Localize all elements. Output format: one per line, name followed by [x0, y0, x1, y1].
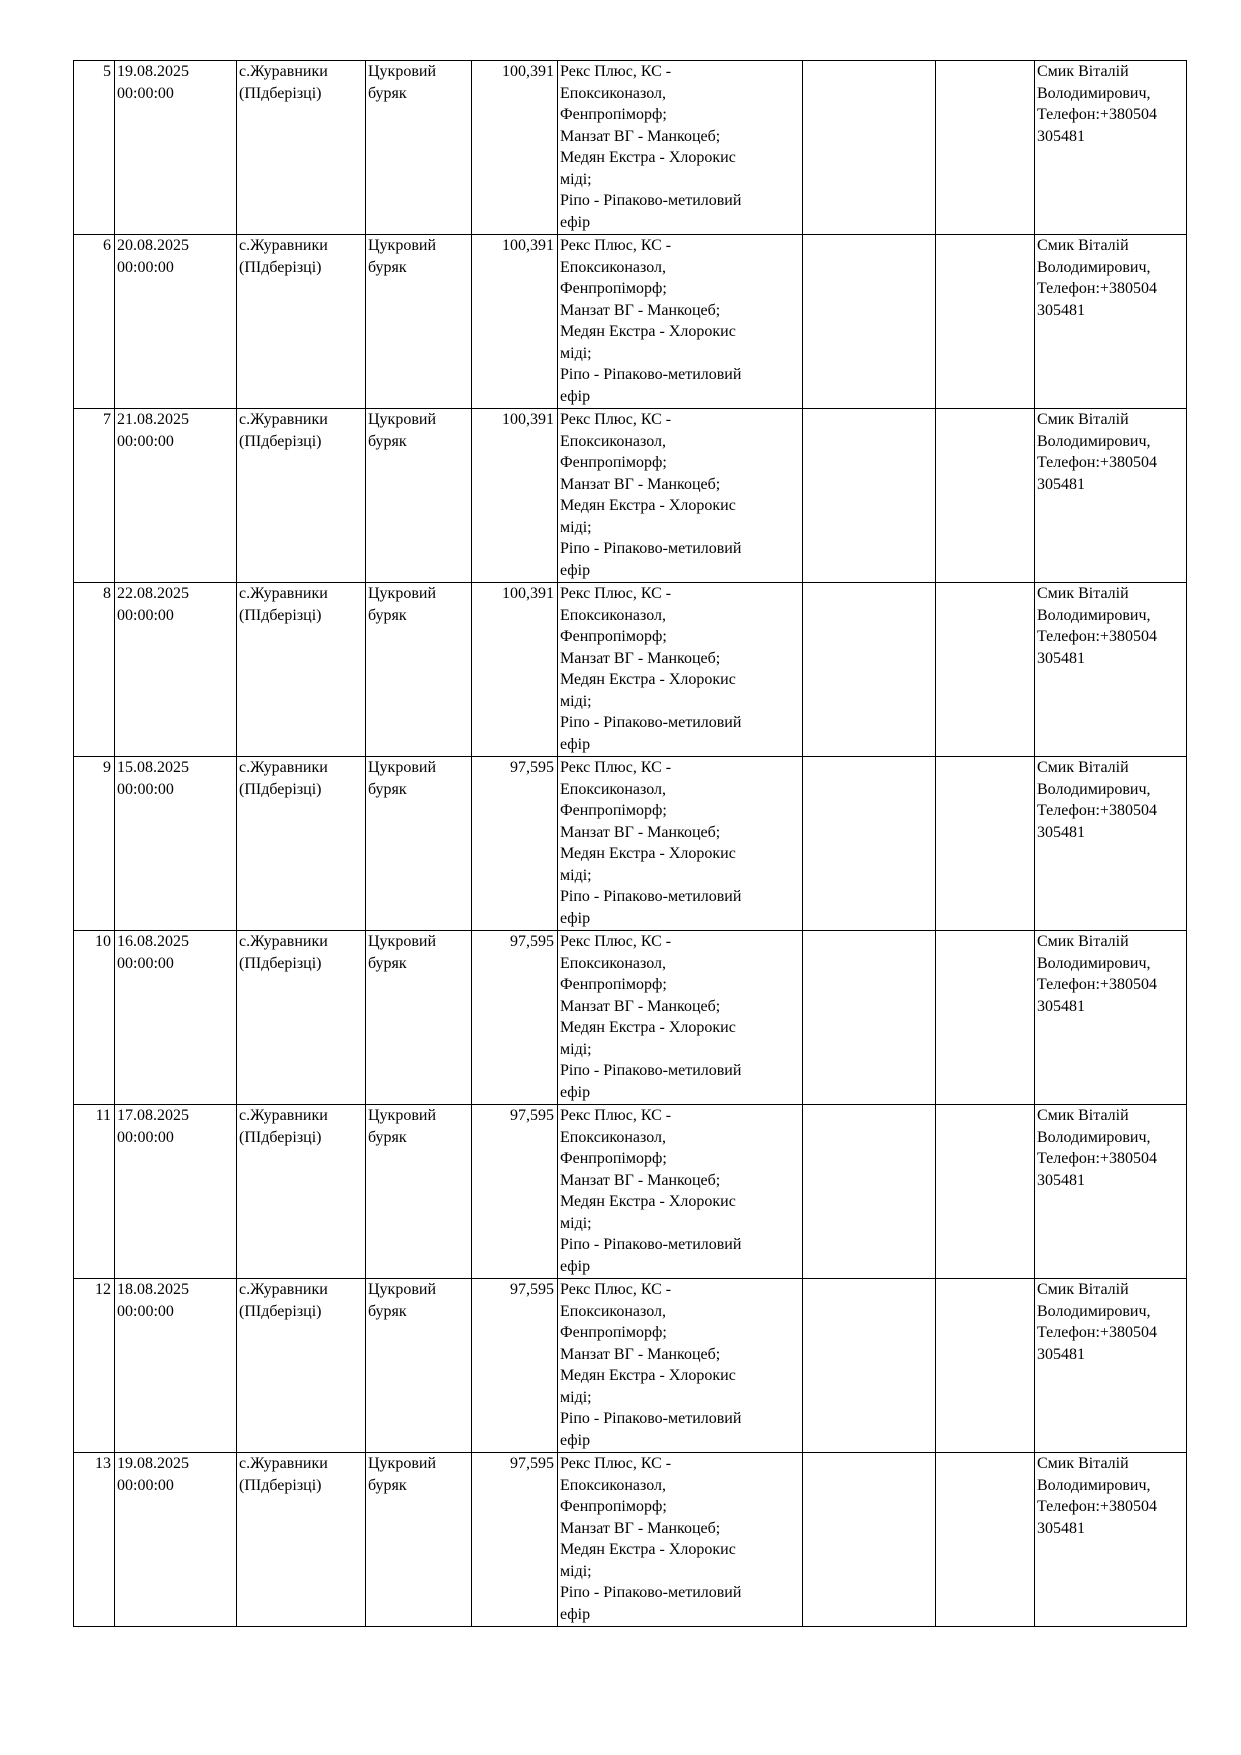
hectares-text: 97,595 — [510, 1455, 554, 1472]
crop-text-line-2: буряк — [368, 606, 407, 624]
date-cell — [115, 931, 237, 1105]
hectares-text: 97,595 — [510, 933, 554, 950]
date-cell — [115, 583, 237, 757]
pesticide-line: Медян Екстра - Хлорокис — [560, 1541, 736, 1558]
pesticides-cell — [558, 61, 803, 235]
crop-cell — [366, 1279, 472, 1453]
pesticide-line: Манзат ВГ - Манкоцеб; — [560, 823, 721, 841]
pesticide-line: міді; — [560, 692, 592, 710]
contact-line: Володимирович, — [1037, 1128, 1151, 1146]
date-cell — [115, 1105, 237, 1279]
pesticide-line: міді; — [560, 1388, 592, 1406]
date-text: 19.08.2025 — [117, 1455, 189, 1472]
row-number — [74, 757, 115, 931]
crop-cell — [366, 931, 472, 1105]
time-text: 00:00:00 — [117, 258, 174, 276]
pesticide-line: ефір — [560, 1257, 591, 1275]
pesticide-line: Епоксиконазол, — [560, 606, 666, 624]
pesticide-line: Ріпо - Ріпаково-метиловий — [560, 714, 742, 731]
pesticide-line: Медян Екстра - Хлорокис — [560, 497, 736, 514]
time-text: 00:00:00 — [117, 432, 174, 450]
empty-cell-8 — [936, 1105, 1035, 1279]
pesticide-line: Манзат ВГ - Манкоцеб; — [560, 475, 721, 493]
table-row — [74, 235, 1187, 409]
contact-line: Телефон:+380504 — [1037, 106, 1157, 123]
location-cell — [237, 61, 366, 235]
pesticide-line: Манзат ВГ - Манкоцеб; — [560, 1519, 721, 1537]
contact-line: Телефон:+380504 — [1037, 454, 1157, 471]
crop-cell — [366, 61, 472, 235]
table-row — [74, 1105, 1187, 1279]
contact-line: Телефон:+380504 — [1037, 802, 1157, 819]
pesticide-line: Фенпропіморф; — [560, 802, 667, 819]
contact-cell — [1035, 1453, 1187, 1627]
row-number — [74, 931, 115, 1105]
pesticide-line: Фенпропіморф; — [560, 280, 667, 297]
area-hectares-cell — [472, 757, 558, 931]
pesticide-line: міді; — [560, 1562, 592, 1580]
crop-text-line-1: Цукровий — [368, 585, 437, 602]
contact-line: Володимирович, — [1037, 606, 1151, 624]
contact-line: Володимирович, — [1037, 432, 1151, 450]
table-row — [74, 61, 1187, 235]
date-text: 18.08.2025 — [117, 1281, 189, 1298]
date-cell — [115, 1279, 237, 1453]
village-text: с.Журавники — [239, 63, 328, 80]
row-number — [74, 583, 115, 757]
crop-text-line-1: Цукровий — [368, 237, 437, 254]
pesticide-line: ефір — [560, 561, 591, 579]
pesticide-line: міді; — [560, 518, 592, 536]
pesticide-line: Рекс Плюс, КС - — [560, 585, 672, 602]
pesticide-line: Манзат ВГ - Манкоцеб; — [560, 1171, 721, 1189]
date-cell — [115, 757, 237, 931]
pesticide-line: міді; — [560, 1040, 592, 1058]
contact-cell — [1035, 235, 1187, 409]
pesticide-line: Ріпо - Ріпаково-метиловий — [560, 888, 742, 905]
contact-cell — [1035, 757, 1187, 931]
contact-line: Телефон:+380504 — [1037, 1150, 1157, 1167]
empty-cell-7 — [803, 1279, 936, 1453]
crop-text-line-1: Цукровий — [368, 933, 437, 950]
area-text: (ПIдберізці) — [239, 954, 322, 972]
hectares-text: 100,391 — [502, 585, 554, 602]
crop-text-line-2: буряк — [368, 84, 407, 102]
pesticide-line: Манзат ВГ - Манкоцеб; — [560, 127, 721, 145]
pesticides-cell — [558, 583, 803, 757]
time-text: 00:00:00 — [117, 606, 174, 624]
pesticide-line: Ріпо - Ріпаково-метиловий — [560, 1410, 742, 1427]
pesticide-line: Рекс Плюс, КС - — [560, 1455, 672, 1472]
table-row — [74, 583, 1187, 757]
location-cell — [237, 1453, 366, 1627]
pesticide-line: Медян Екстра - Хлорокис — [560, 671, 736, 688]
date-text: 16.08.2025 — [117, 933, 189, 950]
area-text: (ПIдберізці) — [239, 1128, 322, 1146]
pesticide-line: Епоксиконазол, — [560, 780, 666, 798]
location-cell — [237, 757, 366, 931]
pesticide-line: Манзат ВГ - Манкоцеб; — [560, 997, 721, 1015]
row-number — [74, 1279, 115, 1453]
contact-cell — [1035, 61, 1187, 235]
village-text: с.Журавники — [239, 237, 328, 254]
area-text: (ПIдберізці) — [239, 606, 322, 624]
empty-cell-8 — [936, 61, 1035, 235]
crop-cell — [366, 757, 472, 931]
contact-line: Володимирович, — [1037, 1302, 1151, 1320]
empty-cell-7 — [803, 235, 936, 409]
empty-cell-7 — [803, 1105, 936, 1279]
empty-cell-8 — [936, 1279, 1035, 1453]
empty-cell-7 — [803, 757, 936, 931]
village-text: с.Журавники — [239, 759, 328, 776]
pesticide-line: ефір — [560, 387, 591, 405]
hectares-text: 100,391 — [502, 237, 554, 254]
empty-cell-7 — [803, 61, 936, 235]
row-number-text: 6 — [103, 237, 111, 254]
date-text: 21.08.2025 — [117, 411, 189, 428]
pesticide-line: Фенпропіморф; — [560, 106, 667, 123]
contact-line: 305481 — [1037, 1519, 1085, 1537]
crop-text-line-2: буряк — [368, 1476, 407, 1494]
row-number — [74, 235, 115, 409]
area-text: (ПIдберізці) — [239, 84, 322, 102]
empty-cell-7 — [803, 409, 936, 583]
pesticide-line: Манзат ВГ - Манкоцеб; — [560, 301, 721, 319]
location-cell — [237, 235, 366, 409]
contact-line: 305481 — [1037, 997, 1085, 1015]
crop-cell — [366, 583, 472, 757]
table-row — [74, 1279, 1187, 1453]
time-text: 00:00:00 — [117, 1476, 174, 1494]
contact-cell — [1035, 1279, 1187, 1453]
date-text: 19.08.2025 — [117, 63, 189, 80]
empty-cell-8 — [936, 583, 1035, 757]
area-text: (ПIдберізці) — [239, 780, 322, 798]
village-text: с.Журавники — [239, 933, 328, 950]
contact-line: Телефон:+380504 — [1037, 628, 1157, 645]
date-cell — [115, 409, 237, 583]
pesticide-line: Медян Екстра - Хлорокис — [560, 323, 736, 340]
table-body — [74, 61, 1187, 1627]
contact-line: Смик Віталій — [1037, 933, 1129, 950]
pesticide-line: ефір — [560, 1083, 591, 1101]
contact-line: Володимирович, — [1037, 1476, 1151, 1494]
row-number-text: 12 — [95, 1281, 111, 1298]
empty-cell-7 — [803, 1453, 936, 1627]
crop-text-line-1: Цукровий — [368, 1455, 437, 1472]
pesticide-line: Епоксиконазол, — [560, 432, 666, 450]
pesticide-line: Ріпо - Ріпаково-метиловий — [560, 1584, 742, 1601]
pesticide-line: Ріпо - Ріпаково-метиловий — [560, 192, 742, 209]
location-cell — [237, 583, 366, 757]
table-row — [74, 757, 1187, 931]
contact-cell — [1035, 583, 1187, 757]
pesticide-line: Рекс Плюс, КС - — [560, 1281, 672, 1298]
pesticide-line: Рекс Плюс, КС - — [560, 933, 672, 950]
area-hectares-cell — [472, 1105, 558, 1279]
area-text: (ПIдберізці) — [239, 1302, 322, 1320]
area-hectares-cell — [472, 1453, 558, 1627]
contact-line: Смик Віталій — [1037, 759, 1129, 776]
area-text: (ПIдберізці) — [239, 1476, 322, 1494]
pesticide-line: Рекс Плюс, КС - — [560, 759, 672, 776]
date-cell — [115, 1453, 237, 1627]
pesticide-line: Епоксиконазол, — [560, 84, 666, 102]
hectares-text: 97,595 — [510, 1281, 554, 1298]
area-hectares-cell — [472, 61, 558, 235]
area-hectares-cell — [472, 931, 558, 1105]
table-row — [74, 1453, 1187, 1627]
pesticides-cell — [558, 1279, 803, 1453]
hectares-text: 100,391 — [502, 63, 554, 80]
contact-line: Телефон:+380504 — [1037, 280, 1157, 297]
date-text: 17.08.2025 — [117, 1107, 189, 1124]
location-cell — [237, 931, 366, 1105]
pesticide-line: Рекс Плюс, КС - — [560, 63, 672, 80]
contact-line: Володимирович, — [1037, 780, 1151, 798]
hectares-text: 97,595 — [510, 1107, 554, 1124]
pesticide-line: Епоксиконазол, — [560, 1128, 666, 1146]
date-cell — [115, 235, 237, 409]
row-number — [74, 409, 115, 583]
empty-cell-7 — [803, 931, 936, 1105]
contact-line: 305481 — [1037, 127, 1085, 145]
contact-line: 305481 — [1037, 823, 1085, 841]
contact-line: Смик Віталій — [1037, 411, 1129, 428]
location-cell — [237, 1279, 366, 1453]
area-hectares-cell — [472, 1279, 558, 1453]
location-cell — [237, 1105, 366, 1279]
crop-text-line-2: буряк — [368, 1302, 407, 1320]
time-text: 00:00:00 — [117, 1128, 174, 1146]
pesticide-line: Епоксиконазол, — [560, 1476, 666, 1494]
pesticide-line: Медян Екстра - Хлорокис — [560, 845, 736, 862]
row-number-text: 9 — [103, 759, 111, 776]
crop-cell — [366, 235, 472, 409]
area-text: (ПIдберізці) — [239, 258, 322, 276]
pesticide-line: Фенпропіморф; — [560, 976, 667, 993]
pesticide-line: ефір — [560, 1605, 591, 1623]
crop-text-line-2: буряк — [368, 780, 407, 798]
row-number-text: 10 — [95, 933, 111, 950]
time-text: 00:00:00 — [117, 780, 174, 798]
crop-text-line-2: буряк — [368, 432, 407, 450]
pesticide-line: Рекс Плюс, КС - — [560, 237, 672, 254]
village-text: с.Журавники — [239, 411, 328, 428]
pesticide-line: Епоксиконазол, — [560, 954, 666, 972]
pesticide-line: Фенпропіморф; — [560, 1498, 667, 1515]
crop-text-line-1: Цукровий — [368, 759, 437, 776]
pesticide-line: Медян Екстра - Хлорокис — [560, 1367, 736, 1384]
pesticide-line: Манзат ВГ - Манкоцеб; — [560, 649, 721, 667]
pesticide-line: Фенпропіморф; — [560, 628, 667, 645]
crop-text-line-2: буряк — [368, 1128, 407, 1146]
row-number-text: 13 — [95, 1455, 111, 1472]
contact-line: 305481 — [1037, 649, 1085, 667]
pesticide-line: Рекс Плюс, КС - — [560, 411, 672, 428]
contact-line: Смик Віталій — [1037, 237, 1129, 254]
pesticide-line: ефір — [560, 909, 591, 927]
contact-line: Смик Віталій — [1037, 1281, 1129, 1298]
pesticides-cell — [558, 1105, 803, 1279]
row-number — [74, 1105, 115, 1279]
pesticide-line: Медян Екстра - Хлорокис — [560, 149, 736, 166]
pesticide-line: Медян Екстра - Хлорокис — [560, 1193, 736, 1210]
pesticide-line: Фенпропіморф; — [560, 1150, 667, 1167]
date-cell — [115, 61, 237, 235]
pesticide-line: міді; — [560, 866, 592, 884]
contact-line: Володимирович, — [1037, 258, 1151, 276]
pesticide-line: Фенпропіморф; — [560, 454, 667, 471]
row-number-text: 5 — [103, 63, 111, 80]
pesticide-line: Манзат ВГ - Манкоцеб; — [560, 1345, 721, 1363]
crop-text-line-1: Цукровий — [368, 1281, 437, 1298]
table-row — [74, 409, 1187, 583]
date-text: 15.08.2025 — [117, 759, 189, 776]
pesticide-line: Ріпо - Ріпаково-метиловий — [560, 1062, 742, 1079]
contact-line: 305481 — [1037, 1345, 1085, 1363]
crop-text-line-2: буряк — [368, 258, 407, 276]
contact-cell — [1035, 1105, 1187, 1279]
hectares-text: 97,595 — [510, 759, 554, 776]
contact-cell — [1035, 409, 1187, 583]
hectares-text: 100,391 — [502, 411, 554, 428]
contact-line: Смик Віталій — [1037, 63, 1129, 80]
village-text: с.Журавники — [239, 1455, 328, 1472]
contact-line: Телефон:+380504 — [1037, 1324, 1157, 1341]
empty-cell-8 — [936, 235, 1035, 409]
pesticides-cell — [558, 931, 803, 1105]
village-text: с.Журавники — [239, 1107, 328, 1124]
pesticide-line: міді; — [560, 170, 592, 188]
time-text: 00:00:00 — [117, 954, 174, 972]
pesticides-cell — [558, 757, 803, 931]
time-text: 00:00:00 — [117, 1302, 174, 1320]
contact-line: 305481 — [1037, 1171, 1085, 1189]
location-cell — [237, 409, 366, 583]
crop-text-line-2: буряк — [368, 954, 407, 972]
crop-text-line-1: Цукровий — [368, 63, 437, 80]
village-text: с.Журавники — [239, 1281, 328, 1298]
pesticides-cell — [558, 235, 803, 409]
date-text: 22.08.2025 — [117, 585, 189, 602]
empty-cell-7 — [803, 583, 936, 757]
contact-line: Смик Віталій — [1037, 585, 1129, 602]
crop-text-line-1: Цукровий — [368, 1107, 437, 1124]
area-hectares-cell — [472, 409, 558, 583]
pesticide-line: ефір — [560, 1431, 591, 1449]
time-text: 00:00:00 — [117, 84, 174, 102]
pesticide-line: міді; — [560, 344, 592, 362]
empty-cell-8 — [936, 757, 1035, 931]
contact-line: 305481 — [1037, 475, 1085, 493]
date-text: 20.08.2025 — [117, 237, 189, 254]
contact-line: Телефон:+380504 — [1037, 1498, 1157, 1515]
crop-text-line-1: Цукровий — [368, 411, 437, 428]
contact-line: Володимирович, — [1037, 954, 1151, 972]
pesticide-line: Ріпо - Ріпаково-метиловий — [560, 1236, 742, 1253]
pesticide-line: Фенпропіморф; — [560, 1324, 667, 1341]
row-number — [74, 1453, 115, 1627]
contact-line: Телефон:+380504 — [1037, 976, 1157, 993]
empty-cell-8 — [936, 1453, 1035, 1627]
pesticide-line: Медян Екстра - Хлорокис — [560, 1019, 736, 1036]
table-row — [74, 931, 1187, 1105]
pesticide-line: міді; — [560, 1214, 592, 1232]
pesticide-line: ефір — [560, 213, 591, 231]
contact-line: Смик Віталій — [1037, 1107, 1129, 1124]
pesticides-cell — [558, 1453, 803, 1627]
empty-cell-8 — [936, 931, 1035, 1105]
crop-cell — [366, 1453, 472, 1627]
empty-cell-8 — [936, 409, 1035, 583]
pesticide-line: ефір — [560, 735, 591, 753]
row-number-text: 7 — [103, 411, 111, 428]
pesticide-line: Ріпо - Ріпаково-метиловий — [560, 540, 742, 557]
contact-line: 305481 — [1037, 301, 1085, 319]
pesticides-cell — [558, 409, 803, 583]
area-text: (ПIдберізці) — [239, 432, 322, 450]
area-hectares-cell — [472, 235, 558, 409]
row-number-text: 11 — [95, 1107, 111, 1124]
area-hectares-cell — [472, 583, 558, 757]
pesticide-line: Ріпо - Ріпаково-метиловий — [560, 366, 742, 383]
village-text: с.Журавники — [239, 585, 328, 602]
pesticide-line: Рекс Плюс, КС - — [560, 1107, 672, 1124]
contact-line: Смик Віталій — [1037, 1455, 1129, 1472]
pesticide-line: Епоксиконазол, — [560, 1302, 666, 1320]
row-number — [74, 61, 115, 235]
spraying-schedule-table — [73, 60, 1187, 1627]
pesticide-line: Епоксиконазол, — [560, 258, 666, 276]
crop-cell — [366, 1105, 472, 1279]
row-number-text: 8 — [103, 585, 111, 602]
contact-cell — [1035, 931, 1187, 1105]
contact-line: Володимирович, — [1037, 84, 1151, 102]
crop-cell — [366, 409, 472, 583]
